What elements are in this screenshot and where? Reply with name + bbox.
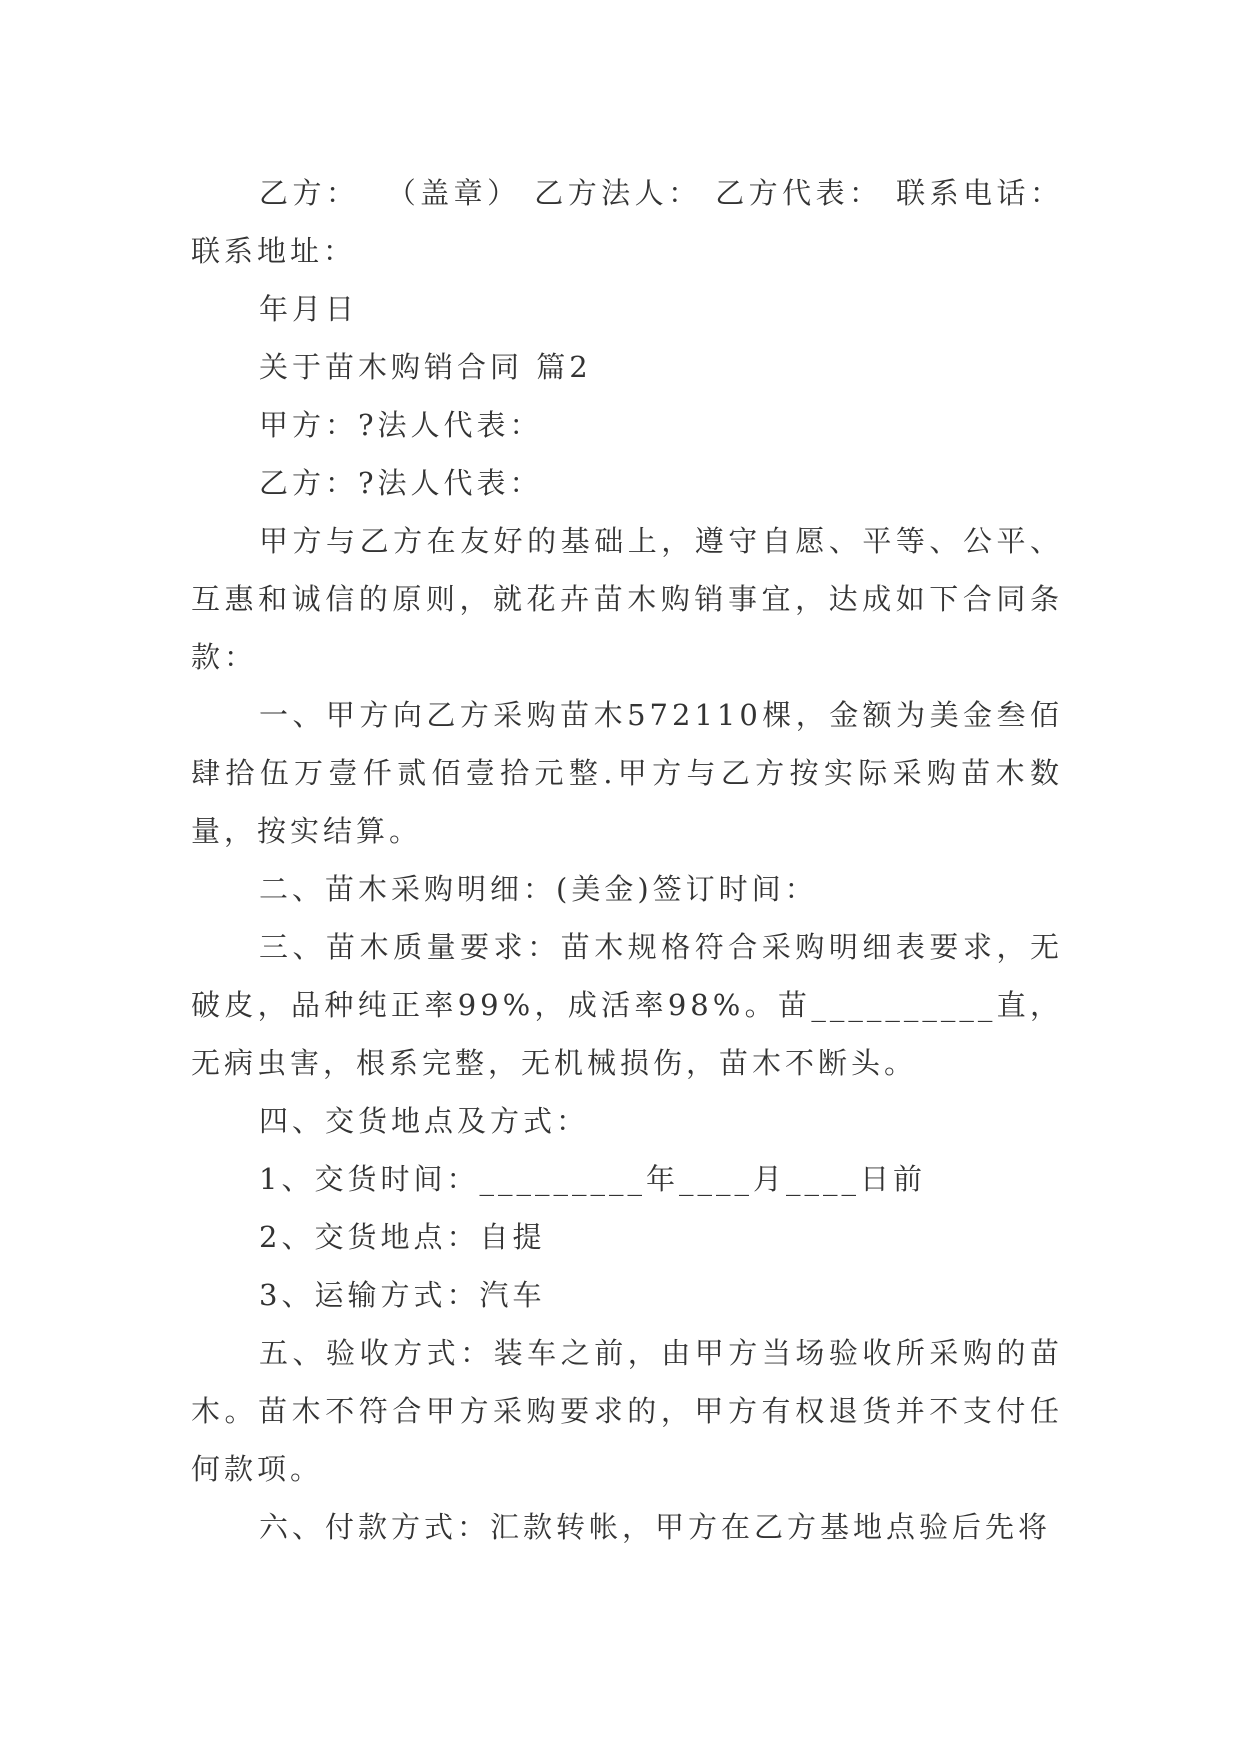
party-b-line: 乙方：?法人代表：	[259, 466, 543, 500]
party-a-line: 甲方：?法人代表：	[259, 408, 543, 442]
clause-4-delivery: 四、交货地点及方式：	[259, 1104, 590, 1138]
transport-method: 3、运输方式：汽车	[259, 1278, 546, 1312]
clause-2-details: 二、苗木采购明细：(美金)签订时间：	[259, 872, 818, 906]
clause-1-purchase: 一、甲方向乙方采购苗木572110棵，金额为美金叁佰肆拾伍万壹仟贰佰壹拾元整.甲方与乙方按实际采购苗木数量，按实结算。	[191, 698, 1063, 848]
delivery-place: 2、交货地点：自提	[259, 1220, 546, 1254]
clause-5-acceptance: 五、验收方式：装车之前，由甲方当场验收所采购的苗木。苗木不符合甲方采购要求的，甲方有权退货并不支付任何款项。	[191, 1336, 1063, 1486]
delivery-time: 1、交货时间：_________年____月____日前	[259, 1162, 926, 1196]
contract-title: 关于苗木购销合同 篇2	[259, 350, 592, 384]
date-line: 年月日	[259, 292, 359, 326]
clause-6-payment: 六、付款方式：汇款转帐，甲方在乙方基地点验后先将	[259, 1510, 1052, 1544]
preamble-paragraph: 甲方与乙方在友好的基础上，遵守自愿、平等、公平、互惠和诚信的原则，就花卉苗木购销事宜，达成如下合同条款：	[191, 524, 1063, 674]
document-page	[191, 164, 1063, 1556]
party-b-signature-line: 乙方： （盖章） 乙方法人： 乙方代表： 联系电话：联系地址：	[191, 176, 1063, 268]
clause-3-quality: 三、苗木质量要求：苗木规格符合采购明细表要求，无破皮，品种纯正率99%，成活率98%。苗__________直，无病虫害，根系完整，无机械损伤，苗木不断头。	[191, 930, 1063, 1080]
